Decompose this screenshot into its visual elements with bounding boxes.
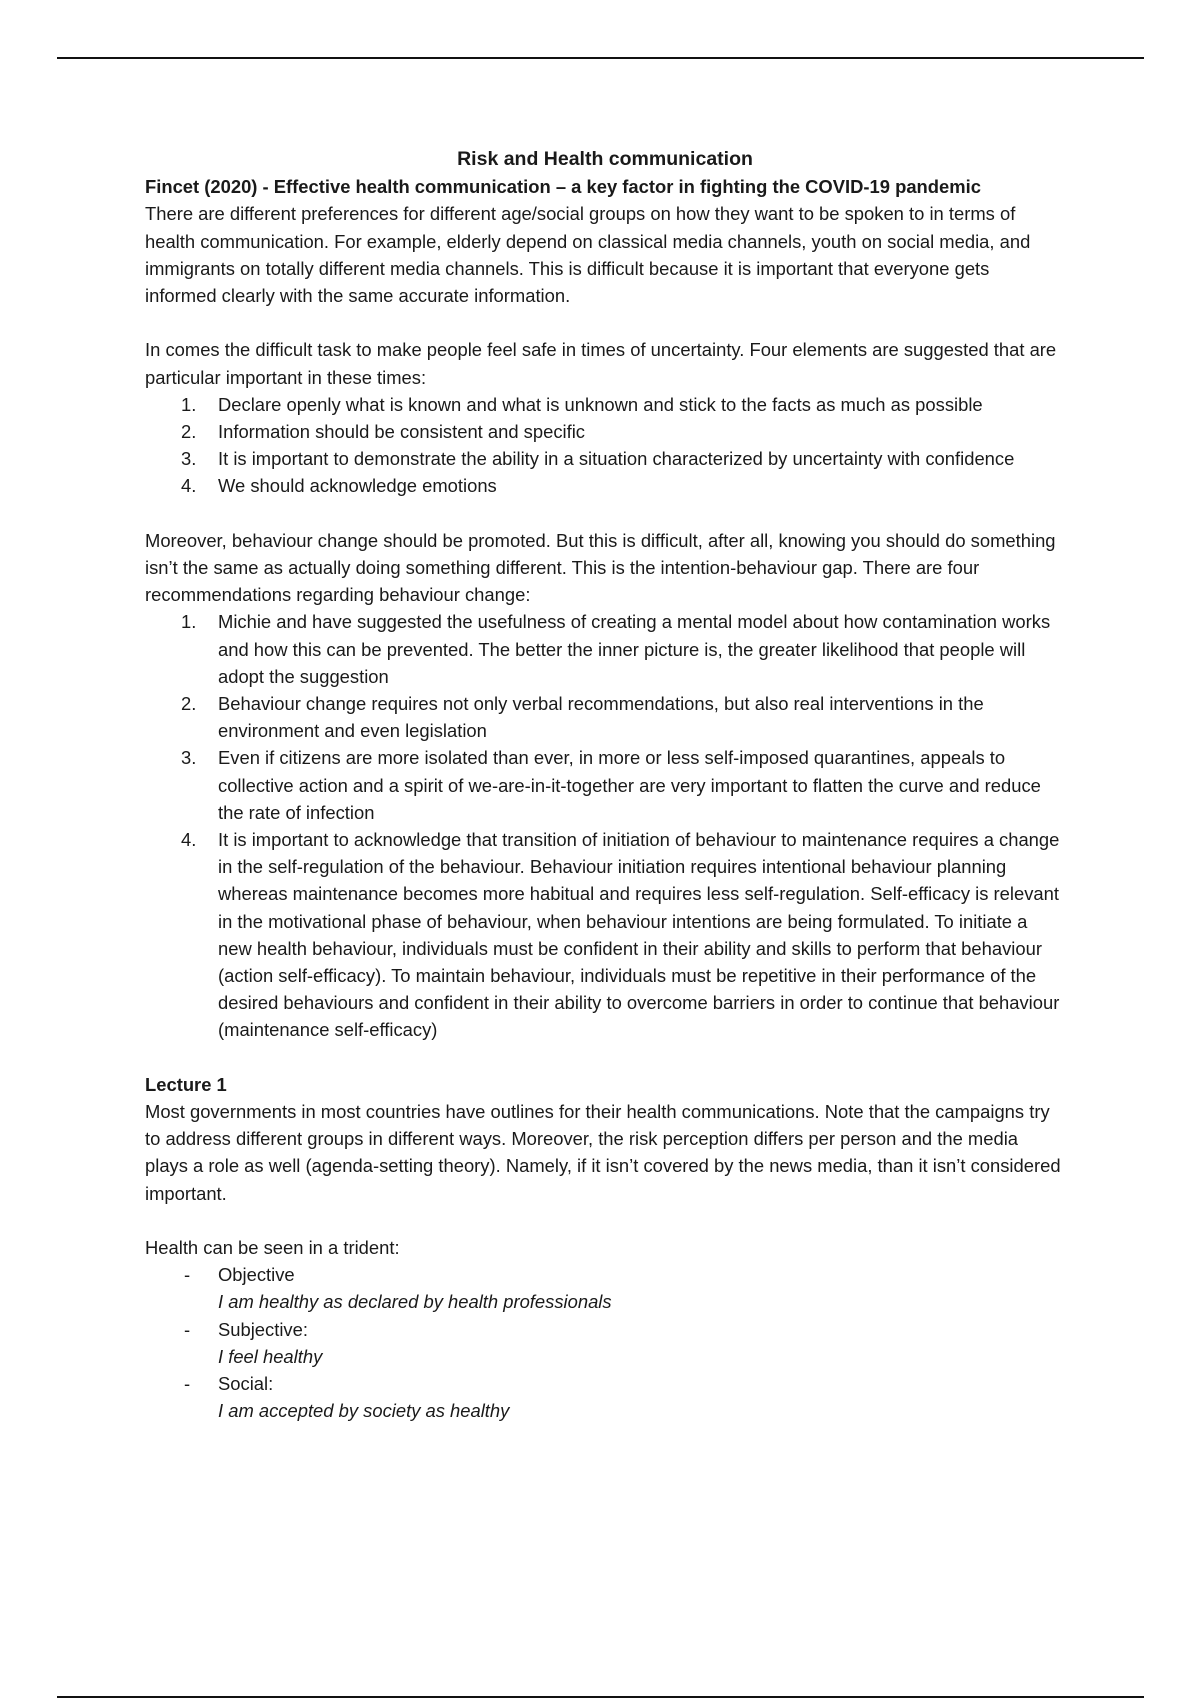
fincet-heading: Fincet (2020) - Effective health communication – a key factor in fighting the COVID-19 pandemic [145,176,981,198]
recommendations-list [145,608,1065,1043]
list-item-text: It is important to demonstrate the ability in a situation characterized by uncertainty with confidence [218,448,1015,470]
trident-example: I feel healthy [218,1345,323,1367]
spacer [145,309,1065,336]
list-number: 4. [181,829,197,851]
list-item-text: Even if citizens are more isolated than ever, in more or less self-imposed quarantines, appeals to collective action and a spirit of we-are-in-it-together are very important to flatten the curve and reduce the rate of infection [218,747,1041,823]
list-number: 2. [181,693,197,715]
list-item [145,1370,1065,1424]
trident-label: Social: [218,1373,274,1395]
trident-label: Objective [218,1264,295,1286]
list-item-text: Michie and have suggested the usefulness of creating a mental model about how contamination works and how this can be prevented. The better the inner picture is, the greater likelihood that people will adopt the suggestion [218,611,1051,687]
list-item [145,826,1065,1044]
spacer [145,500,1065,527]
list-item [145,391,1065,418]
top-rule [57,57,1144,59]
list-item-text: Information should be consistent and specific [218,421,586,443]
list-item [145,1316,1065,1370]
spacer [145,1207,1065,1234]
list-item [145,608,1065,690]
list-number: 1. [181,393,197,415]
lecture-heading: Lecture 1 [145,1073,227,1095]
list-dash: - [184,1318,191,1340]
list-number: 1. [181,611,197,633]
list-item [145,445,1065,472]
list-dash: - [184,1373,191,1395]
list-number: 3. [181,747,197,769]
document-title: Risk and Health communication [457,148,753,170]
list-item-text: Behaviour change requires not only verbal recommendations, but also real interventions in the environment and even legislation [218,693,984,742]
spacer [145,1044,1065,1071]
four-elements-list [145,391,1065,500]
list-item-text: We should acknowledge emotions [218,475,497,497]
paragraph-trident-intro: Health can be seen in a trident: [145,1237,400,1259]
paragraph-age-groups: There are different preferences for different age/social groups on how they want to be spoken to in terms of health communication. For example, elderly depend on classical media channels, youth on social media, and immigrants on totally different media channels. This is difficult because it is important that everyone gets informed clearly with the same accurate information. [145,203,1031,307]
trident-label: Subjective: [218,1318,308,1340]
trident-example: I am healthy as declared by health professionals [218,1291,612,1313]
list-dash: - [184,1264,191,1286]
list-item [145,472,1065,499]
paragraph-governments: Most governments in most countries have outlines for their health communications. Note that the campaigns try to address different groups in different ways. Moreover, the risk perception differs per person and the media plays a role as well (agenda-setting theory). Namely, if it isn’t covered by the news media, than it isn’t considered important. [145,1101,1061,1204]
paragraph-behaviour-change: Moreover, behaviour change should be promoted. But this is difficult, after all, knowing you should do something isn’t the same as actually doing something different. This is the intention-behaviour gap. There are four recommendations regarding behaviour change: [145,529,1056,606]
list-item-text: It is important to acknowledge that transition of initiation of behaviour to maintenance requires a change in the self-regulation of the behaviour. Behaviour initiation requires intentional behaviour planning whereas maintenance becomes more habitual and requires less self-regulation. Self-efficacy is relevant in the motivational phase of behaviour, when behaviour intentions are being formulated. To initiate a new health behaviour, individuals must be confident in their ability and skills to perform that behaviour (action self-efficacy). To maintain behaviour, individuals must be repetitive in their performance of the desired behaviours and confident in their ability to overcome barriers in order to continue that behaviour (maintenance self-efficacy) [218,829,1060,1041]
list-item [145,690,1065,744]
list-number: 4. [181,475,197,497]
bottom-rule [57,1696,1144,1698]
list-item [145,1261,1065,1315]
list-item [145,744,1065,826]
trident-list [145,1261,1065,1424]
list-item [145,418,1065,445]
trident-example: I am accepted by society as healthy [218,1400,510,1422]
list-number: 3. [181,448,197,470]
paragraph-uncertainty: In comes the difficult task to make people feel safe in times of uncertainty. Four elements are suggested that are particular important in these times: [145,339,1057,388]
document-body [145,146,1065,1424]
list-item-text: Declare openly what is known and what is unknown and stick to the facts as much as possible [218,393,983,415]
list-number: 2. [181,421,197,443]
